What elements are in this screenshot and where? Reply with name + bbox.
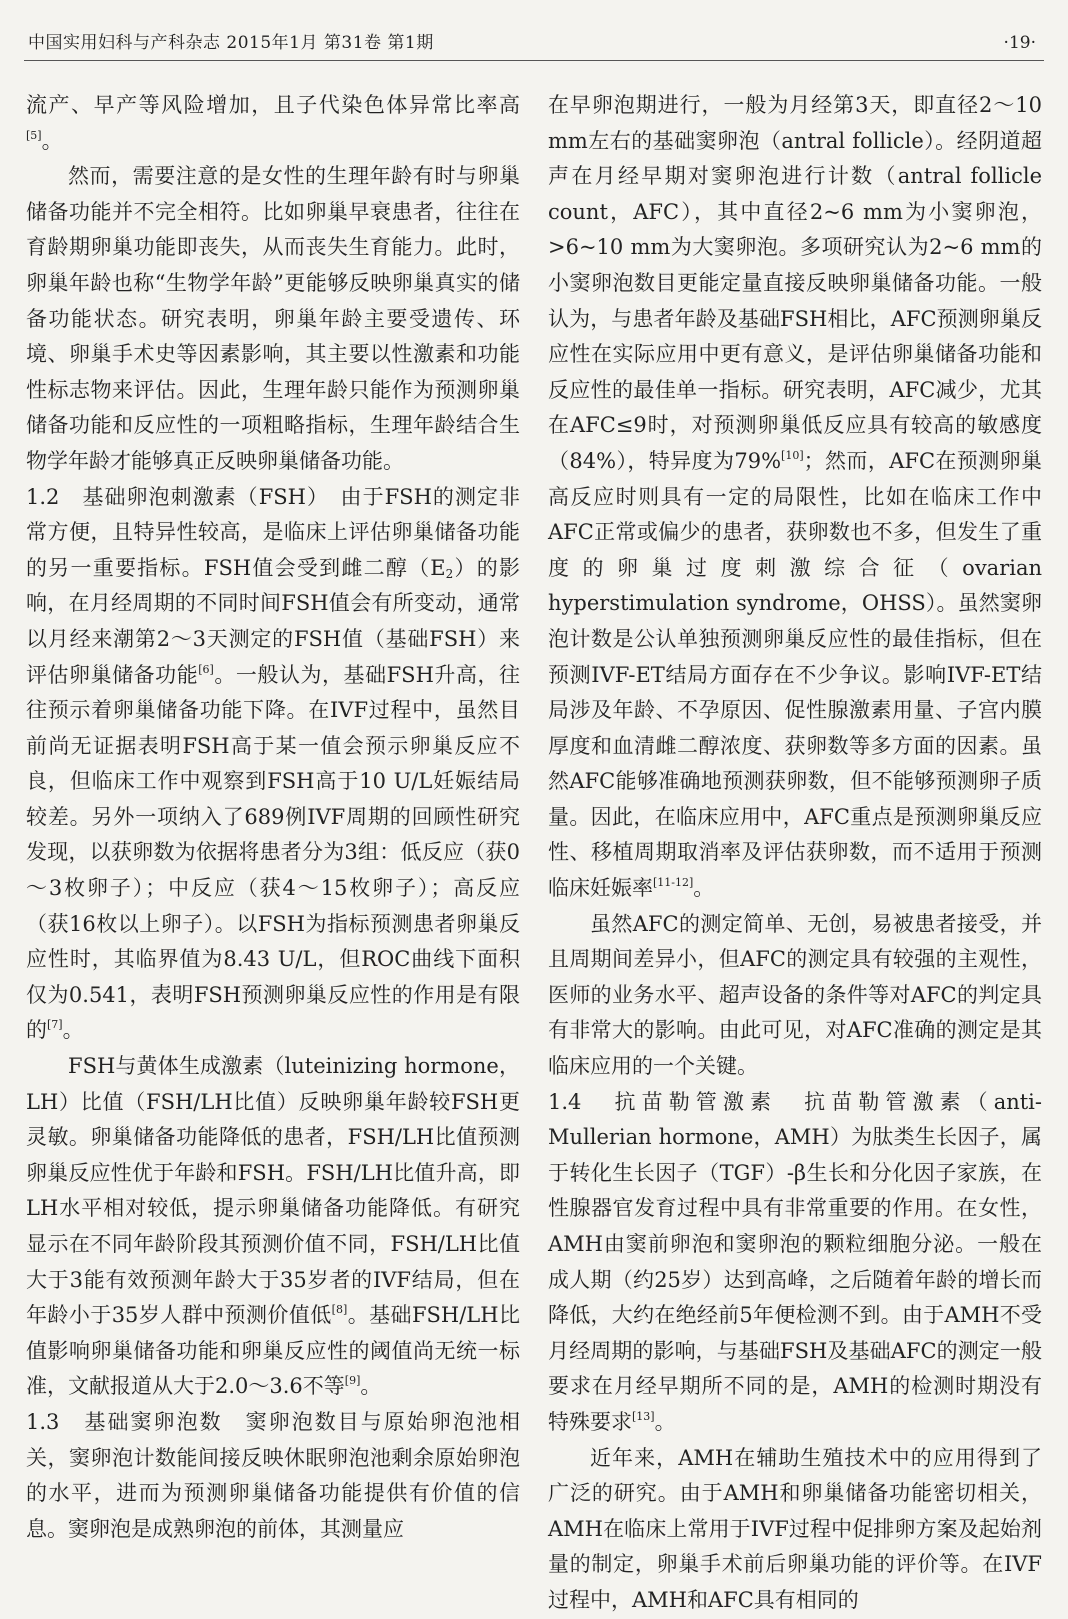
section-1-3-afc: 1.3 基础窦卵泡数 窦卵泡数目与原始卵泡池相关，窦卵泡计数能间接反映休眠卵泡池剩余原始卵泡的水平，进而为预测卵巢储备功能提供有价值的信息。窦卵泡是成熟卵泡的前体，其测量应 (26, 1409, 520, 1541)
citation-9: [9] (344, 1374, 361, 1388)
page-number: ·19· (1003, 33, 1036, 53)
journal-title: 中国实用妇科与产科杂志 2015年1月 第31卷 第1期 (28, 33, 434, 53)
section-1-4-amh: 1.4 抗苗勒管激素 抗苗勒管激素（anti-Mullerian hormone，AMH）为肽类生长因子，属于转化生长因子（TGF）-β生长和分化因子家族，在性腺器官发育过程中具有非常重要的作用。在女性，AMH由窦前卵泡和窦卵泡的颗粒细胞分泌。一般在成人期（约25岁）达到高峰，之后随着年龄的增长而降低，大约在绝经前5年便检测不到。由于AMH不受月经周期的影响，与基础FSH及基础AFC的测定一般要求在月经早期所不同的是，AMH的检测时期没有特殊要求[13]。 (548, 1089, 1042, 1434)
paragraph-right-1: 在早卵泡期进行，一般为月经第3天，即直径2～10 mm左右的基础窦卵泡（antral follicle）。经阴道超声在月经早期对窦卵泡进行计数（antral follicle count，AFC），其中直径2~6 mm为小窦卵泡，>6~10 mm为大窦卵泡。多项研究认为2~6 mm的小窦卵泡数目更能定量直接反映卵巢储备功能。一般认为，与患者年龄及基础FSH相比，AFC预测卵巢反应性在实际应用中更有意义，是评估卵巢储备功能和反应性的最佳单一指标。研究表明，AFC减少，尤其在AFC≤9时，对预测卵巢低反应具有较高的敏感度（84%），特异度为79%[10]；然而，AFC在预测卵巢高反应时则具有一定的局限性，比如在临床工作中AFC正常或偏少的患者，获卵数也不多，但发生了重度的卵巢过度刺激综合征（ovarian hyperstimulation syndrome，OHSS）。虽然窦卵泡计数是公认单独预测卵巢反应性的最佳指标，但在预测IVF-ET结局方面存在不少争议。影响IVF-ET结局涉及年龄、不孕原因、促性腺激素用量、子宫内膜厚度和血清雌二醇浓度、获卵数等多方面的因素。虽然AFC能够准确地预测获卵数，但不能够预测卵子质量。因此，在临床应用中，AFC重点是预测卵巢反应性、移植周期取消率及评估获卵数，而不适用于预测临床妊娠率[11-12]。 (548, 93, 1042, 901)
citation-7: [7] (47, 1018, 63, 1032)
paragraph-left-2: 然而，需要注意的是女性的生理年龄有时与卵巢储备功能并不完全相符。比如卵巢早衰患者，往往在育龄期卵巢功能即丧失，从而丧失生育能力。此时，卵巢年龄也称“生物学年龄”更能够反映卵巢真实的储备功能状态。研究表明，卵巢年龄主要受遗传、环境、卵巢手术史等因素影响，其主要以性激素和功能性标志物来评估。因此，生理年龄只能作为预测卵巢储备功能和反应性的一项粗略指标，生理年龄结合生物学年龄才能够真正反映卵巢储备功能。 (26, 164, 520, 473)
left-column (26, 88, 520, 1547)
paragraph-left-1: 流产、早产等风险增加，且子代染色体异常比率高[5]。 (26, 93, 520, 153)
right-column (548, 88, 1042, 1619)
paragraph-right-4: 近年来，AMH在辅助生殖技术中的应用得到了广泛的研究。由于AMH和卵巢储备功能密切相关，AMH在临床上常用于IVF过程中促排卵方案及起始剂量的制定，卵巢手术前后卵巢功能的评价等。在IVF过程中，AMH和AFC具有相同的 (548, 1445, 1042, 1612)
citation-10: [10] (781, 448, 804, 462)
citation-13: [13] (632, 1409, 655, 1423)
paragraph-fsh-lh: FSH与黄体生成激素（luteinizing hormone，LH）比值（FSH/LH比值）反映卵巢年龄较FSH更灵敏。卵巢储备功能降低的患者，FSH/LH比值预测卵巢反应性优于年龄和FSH。FSH/LH比值升高，即LH水平相对较低，提示卵巢储备功能降低。有研究显示在不同年龄阶段其预测价值不同，FSH/LH比值大于3能有效预测年龄大于35岁者的IVF结局，但在年龄小于35岁人群中预测价值低[8]。基础FSH/LH比值影响卵巢储备功能和卵巢反应性的阈值尚无统一标准，文献报道从大于2.0～3.6不等[9]。 (26, 1054, 520, 1399)
citation-11-12: [11-12] (653, 876, 694, 890)
paragraph-right-2: 虽然AFC的测定简单、无创，易被患者接受，并且周期间差异小，但AFC的测定具有较强的主观性，医师的业务水平、超声设备的条件等对AFC的判定具有非常大的影响。由此可见，对AFC准确的测定是其临床应用的一个关键。 (548, 911, 1042, 1079)
citation-5: [5] (26, 128, 42, 142)
citation-8: [8] (331, 1303, 348, 1317)
section-1-2-fsh: 1.2 基础卵泡刺激素（FSH） 由于FSH的测定非常方便，且特异性较高，是临床上评估卵巢储备功能的另一重要指标。FSH值会受到雌二醇$(E_2)$的影响，在月经周期的不同时间FSH值会有所变动，通常以月经来潮第2～3天测定的FSH值（基础FSH）来评估卵巢储备功能[6]。一般认为，基础FSH升高，往往预示着卵巢储备功能下降。在IVF过程中，虽然目前尚无证据表明FSH高于某一值会预示卵巢反应不良，但临床工作中观察到FSH高于10 U/L妊娠结局较差。另外一项纳入了689例IVF周期的回顾性研究发现，以获卵数为依据将患者分为3组：低反应（获0～3枚卵子）；中反应（获4～15枚卵子）；高反应（获16枚以上卵子）。以FSH为指标预测患者卵巢反应性时，其临界值为8.43 U/L，但ROC曲线下面积仅为0.541，表明FSH预测卵巢反应性的作用是有限的[7]。 (26, 484, 521, 1043)
citation-6: [6] (198, 662, 214, 676)
running-header (24, 26, 1044, 61)
